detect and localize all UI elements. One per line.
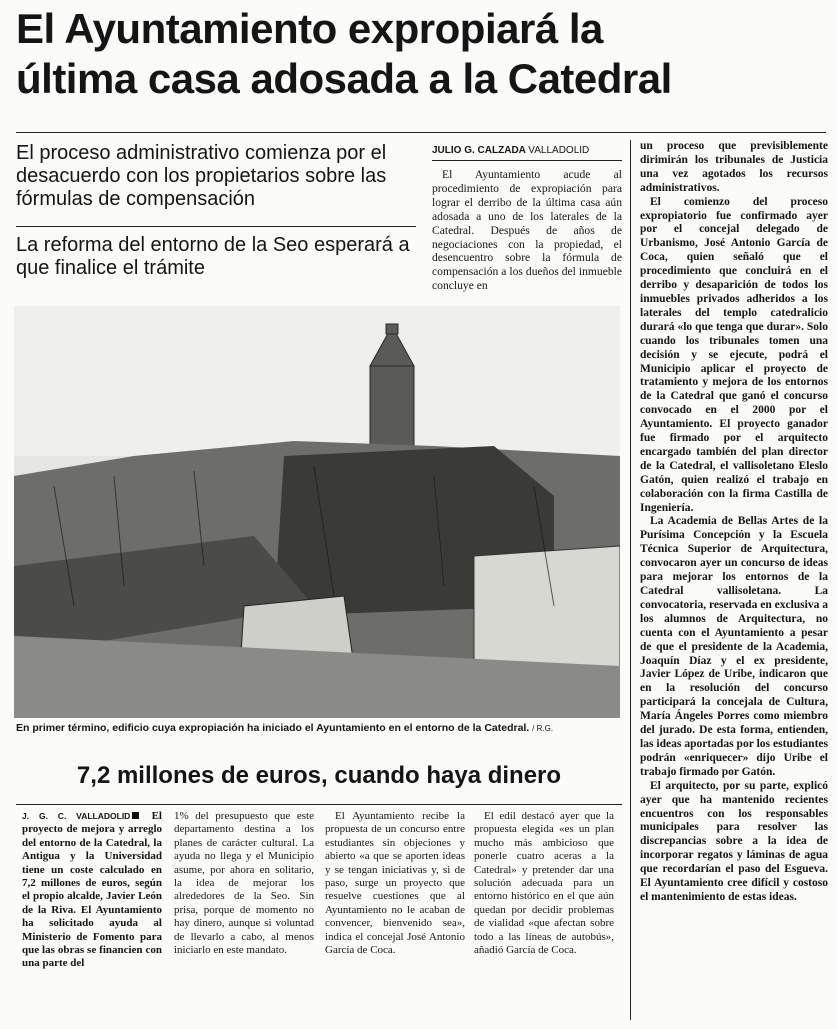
- photo-caption-text: En primer término, edificio cuya expropiación ha iniciado el Ayuntamiento en el entorno de la Catedral.: [16, 722, 530, 734]
- deck-secondary: La reforma del entorno de la Seo esperará a que finalice el trámite: [16, 234, 410, 279]
- headline-line-2: última casa adosada a la Catedral: [16, 55, 672, 102]
- headline: [16, 4, 826, 104]
- article-paragraph: El comienzo del proceso expropiatorio fue confirmado ayer por el concejal delegado de Urbanismo, José Antonio García de Coca, quien señaló que el procedimiento que concluirá en el derribo y desaparición de todos los inmuebles privados adheridos a los laterales del templo catedralicio durará «lo que tenga que durar». Solo cuando los tribunales tomen una decisión y se ejecute, podrá el Municipio aplicar el proyecto de tratamiento y mejora de los entornos de la Catedral que ganó el concurso convocado en el 2000 por el Ayuntamiento. El proyecto ganador fue firmado por el arquitecto encargado también del plan director de la Catedral, el vallisoletano Eleslo Gatón, quien realizó el trabajo en colaboración con la firma Castilla de Ingeniería.: [640, 195, 828, 514]
- deck-primary: El proceso administrativo comienza por el desacuerdo con los propietarios sobre las fórmulas de compensación: [16, 142, 387, 210]
- article-paragraph: El arquitecto, por su parte, explicó ayer que ha mantenido recientes encuentros con los responsables municipales para resolver las discrepancias sobre a la idea de incorporar regatos y láminas de agua que recordarían el paso del Esgueva. El Ayuntamiento cree difícil y costoso el mantenimiento de estas ideas.: [640, 779, 828, 903]
- sidebar-column-1: [22, 810, 162, 971]
- cathedral-photo: [14, 306, 620, 718]
- photo-credit: / R.G.: [532, 724, 554, 733]
- sidebar-byline: J. G. C. VALLADOLID: [22, 811, 131, 821]
- sidebar-column-3: [325, 810, 465, 957]
- sidebar-paragraph: [22, 810, 162, 971]
- byline-place: VALLADOLID: [528, 145, 590, 156]
- headline-rule: [16, 132, 826, 133]
- deck-divider: [16, 226, 416, 227]
- article-paragraph: La Academia de Bellas Artes de la Purísima Concepción y la Escuela Técnica Superior de Arquitectura, convocaron ayer un concurso de ideas para mejorar los entornos de la Catedral vallisoletana. La convocatoria, reservada en exclusiva a los alumnos de Arquitectura, no cuenta con el Ayuntamiento a pesar de que el presidente de la Academia, Joaquín Díaz y el ex presidente, Javier López de Uribe, indicaron que en la resolución del concurso participará la concejala de Cultura, María Ángeles Porres como miembro del jurado. De esta forma, entienden, las ideas aportadas por los estudiantes podrán «enriquecer» dijo Uribe el trabajo firmado por Gatón.: [640, 515, 828, 778]
- article-paragraph: un proceso que previsiblemente dirimirán los tribunales de Justicia una vez agotados los recursos administrativos.: [640, 140, 828, 194]
- sidebar-paragraph: El edil destacó ayer que la propuesta elegida «es un plan mucho más ambicioso que ponerle cuatro aceras a la Catedral» y pretender dar una solución adecuada para un entorno histórico en el que aún quedan por decidir problemas de vialidad «que afectan sobre todo a las líneas de autobús», añadió García de Coca.: [474, 810, 614, 957]
- sidebar-paragraph: 1% del presupuesto que este departamento destina a los planes de carácter cultural. La ayuda no llega y el Municipio asume, por ahora en solitario, la idea de mejorar los alrededores de la Seo. Sin prisa, porque de momento no hay dinero, aunque si voluntad de llevarlo a cabo, al menos iniciarlo en este mandato.: [174, 810, 314, 957]
- sidebar-col1-text: El proyecto de mejora y arreglo del entorno de la Catedral, la Antigua y la Universidad tiene un coste calculado en 7,2 millones de euros, según el propio alcalde, Javier León de la Riva. El Ayuntamiento ha solicitado ayuda al Ministerio de Fomento para que las obras se financien con una parte del: [22, 810, 162, 970]
- article-column-2: [432, 168, 622, 293]
- sidebar-column-2: [174, 810, 314, 957]
- photo-caption: [16, 722, 622, 734]
- sidebar-title: 7,2 millones de euros, cuando haya dinero: [76, 762, 562, 789]
- sidebar-rule: [16, 804, 622, 805]
- sidebar-column-4: [474, 810, 614, 957]
- article-column-3: [640, 140, 828, 905]
- headline-line-1: El Ayuntamiento expropiará la: [16, 5, 603, 52]
- byline-author: JULIO G. CALZADA: [432, 145, 526, 156]
- byline-rule: [432, 160, 622, 161]
- article-paragraph: El Ayuntamiento acude al procedimiento de expropiación para lograr el derribo de la última casa aún adosada a uno de los laterales de la Catedral. Después de años de negociaciones con la propiedad, el desencuentro sobre la fórmula de compensación a los dueños del inmueble concluye en: [432, 168, 622, 293]
- column-divider: [630, 140, 631, 1020]
- byline: [432, 145, 612, 156]
- bullet-square-icon: [132, 812, 139, 819]
- sidebar-paragraph: El Ayuntamiento recibe la propuesta de un concurso entre estudiantes sin objeciones y abierto «a que se aporten ideas y se tengan iniciativas y, si de paso, surge un proyecto que resuelve cuestiones que al Ayuntamiento no le acaban de convencer, bienvenido sea», indica el concejal José Antonio García de Coca.: [325, 810, 465, 957]
